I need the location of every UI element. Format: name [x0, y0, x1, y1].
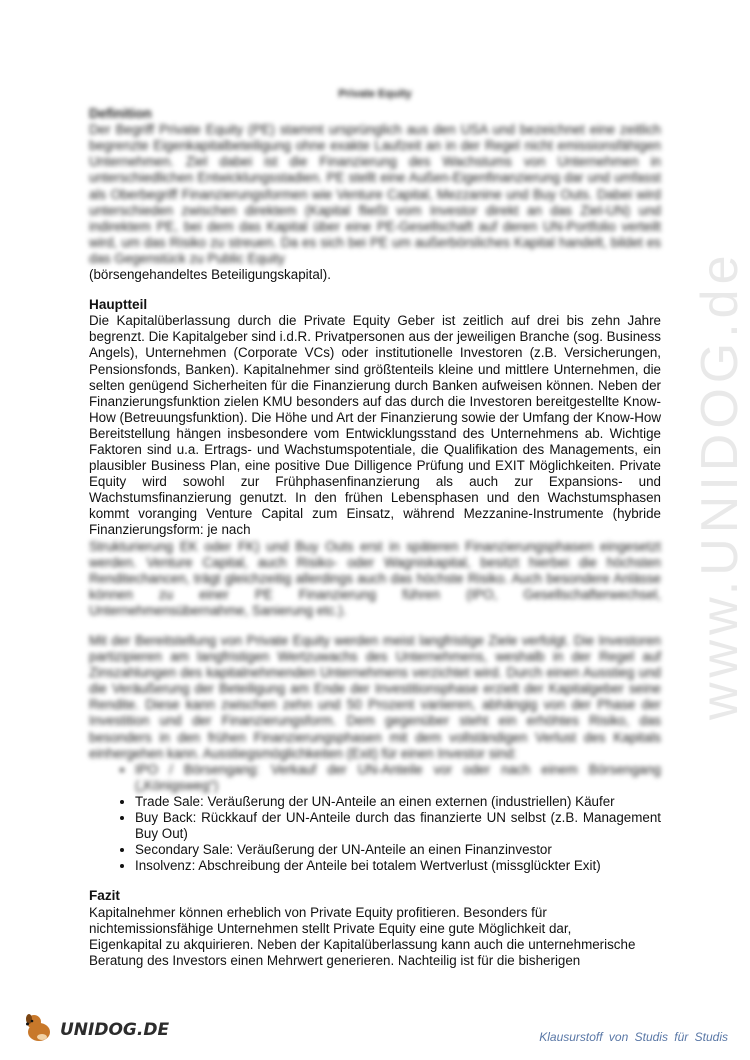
- definition-text-tail: (börsengehandeltes Beteiligungskapital).: [89, 267, 331, 283]
- footer-tagline: Klausurstoff von Studis für Studis: [539, 1030, 728, 1044]
- fazit-line: Eigenkapital zu akquirieren. Neben der Kapitalüberlassung kann auch die unternehmerische: [89, 936, 636, 952]
- hauptteil-heading: Hauptteil: [89, 297, 148, 313]
- definition-text-blurred: Der Begriff Private Equity (PE) stammt ursprünglich aus den USA und bezeichnet eine zeitlich begrenzte Eigenkapitalbeteiligung ohne exakte Laufzeit an in der Regel nicht emissionsfähigen Unternehmen. Ziel dabei ist die Finanzierung des Wachstums von Unternehmen in unterschiedlichen Entwicklungsstadien. PE stellt eine Außen-Eigenfinanzierung dar und umfasst als Oberbegriff Finanzierungsformen wie Venture Capital, Mezzanine und Buy Outs. Dabei wird unterschieden zwischen direktem (Kapital fließt vom Investor direkt an das Ziel-UN) und indirektem PE, bei dem das Kapital über eine PE-Gesellschaft auf deren UN-Portfolio verteilt wird, um das Risiko zu streuen. Da es sich bei PE um außerbörsliches Kapital handelt, bildet es das Gegenstück zu Public Equity: [89, 122, 661, 266]
- exit-item-ipo: • IPO / Börsengang: Verkauf der UN-Anteile vor oder nach einem Börsengang („Königsweg“): [135, 762, 661, 794]
- fazit-line: nichtemissionsfähige Unternehmen stellt Private Equity eine gute Möglichkeit dar,: [89, 920, 572, 936]
- dog-icon: [22, 1010, 56, 1049]
- document-title: Private Equity: [338, 88, 412, 100]
- watermark: www.UNIDOG.de: [691, 250, 749, 720]
- exit-item-insolvenz: • Insolvenz: Abschreibung der Anteile bei totalem Wertverlust (missglückter Exit): [135, 858, 661, 874]
- logo-text: UNIDOG.DE: [60, 1019, 170, 1040]
- fazit-line: Beratung des Investors einen Mehrwert generieren. Nachteilig ist für die bisherigen: [89, 952, 581, 968]
- hauptteil-text-blurred-1: Strukturierung EK oder FK) und Buy Outs erst in späteren Finanzierungsphasen eingesetzt werden. Venture Capital, auch Risiko- oder Wagniskapital, besitzt hierbei die höchsten Renditechancen, trägt gleichzeitig allerdings auch das höchste Risiko. Auch besondere Anlässe können zu einer PE Finanzierung führen (IPO, Gesellschafterwechsel, Unternehmensübernahme, Sanierung etc.).: [89, 538, 661, 618]
- unidog-logo[interactable]: [22, 1010, 169, 1049]
- fazit-line: Kapitalnehmer können erheblich von Private Equity profitieren. Besonders für: [89, 904, 547, 920]
- hauptteil-text: Die Kapitalüberlassung durch die Private Equity Geber ist zeitlich auf drei bis zehn Jahre begrenzt. Die Kapitalgeber sind i.d.R. Privatpersonen aus der jeweiligen Branche (sog. Business Angels), Unternehmen (Corporate VCs) oder institutionelle Investoren (z.B. Versicherungen, Pensionsfonds, Banken). Kapitalnehmer sind größtenteils kleine und mittlere Unternehmen, die selten genügend Sicherheiten für die Finanzierung durch Banken aufweisen können. Neben der Finanzierungsfunktion zielen KMU besonders auf das durch die Investoren bereitgestellte Know-How (Betreuungsfunktion). Die Höhe und Art der Finanzierung sowie der Umfang der Know-How Bereitstellung hängen insbesondere vom Entwicklungsstand des Unternehmens ab. Wichtige Faktoren sind u.a. Ertrags- und Wachstumspotentiale, die Qualifikation des Managements, ein plausibler Business Plan, eine positive Due Dilligence Prüfung und EXIT Möglichkeiten. Private Equity wird sowohl zur Frühphasenfinanzierung als auch zur Expansions- und Wachstumsfinanzierung genutzt. In den frühen Lebensphasen und den Wachstumsphasen kommt voranging Venture Capital zum Einsatz, während Mezzanine-Instrumente (hybride Finanzierungsform: je nach: [89, 313, 661, 538]
- hauptteil-text-blurred-2: Mit der Bereitstellung von Private Equity werden meist langfristige Ziele verfolgt. Die Investoren partizipieren am langfristigen Wertzuwachs des Unternehmens, weshalb in der Regel auf Zinszahlungen des kapitalnehmenden Unternehmens verzichtet wird. Durch einen Ausstieg und die Veräußerung der Beteiligung am Ende der Investitionsphase erzielt der Kapitalgeber seine Rendite. Diese kann zwischen zehn und 50 Prozent variieren, abhängig von der Phase der Investition und der Finanzierungsform. Dem gegenüber steht ein erhöhtes Risiko, das besonders in den frühen Finanzierungsphasen mit dem vollständigen Verlust des Kapitals einhergehen kann. Ausstiegsmöglichkeiten (Exit) für einen Investor sind:: [89, 633, 661, 761]
- exit-item-buy-back: • Buy Back: Rückkauf der UN-Anteile durch das finanzierte UN selbst (z.B. Management Buy Out): [135, 810, 661, 842]
- exit-item-trade-sale: • Trade Sale: Veräußerung der UN-Anteile an einen externen (industriellen) Käufer: [135, 794, 661, 810]
- fazit-heading: Fazit: [89, 888, 120, 904]
- exit-item-secondary-sale: • Secondary Sale: Veräußerung der UN-Anteile an einen Finanzinvestor: [135, 842, 661, 858]
- exit-list: [89, 762, 661, 875]
- document-body: [89, 86, 661, 969]
- definition-heading: Definition: [89, 106, 152, 122]
